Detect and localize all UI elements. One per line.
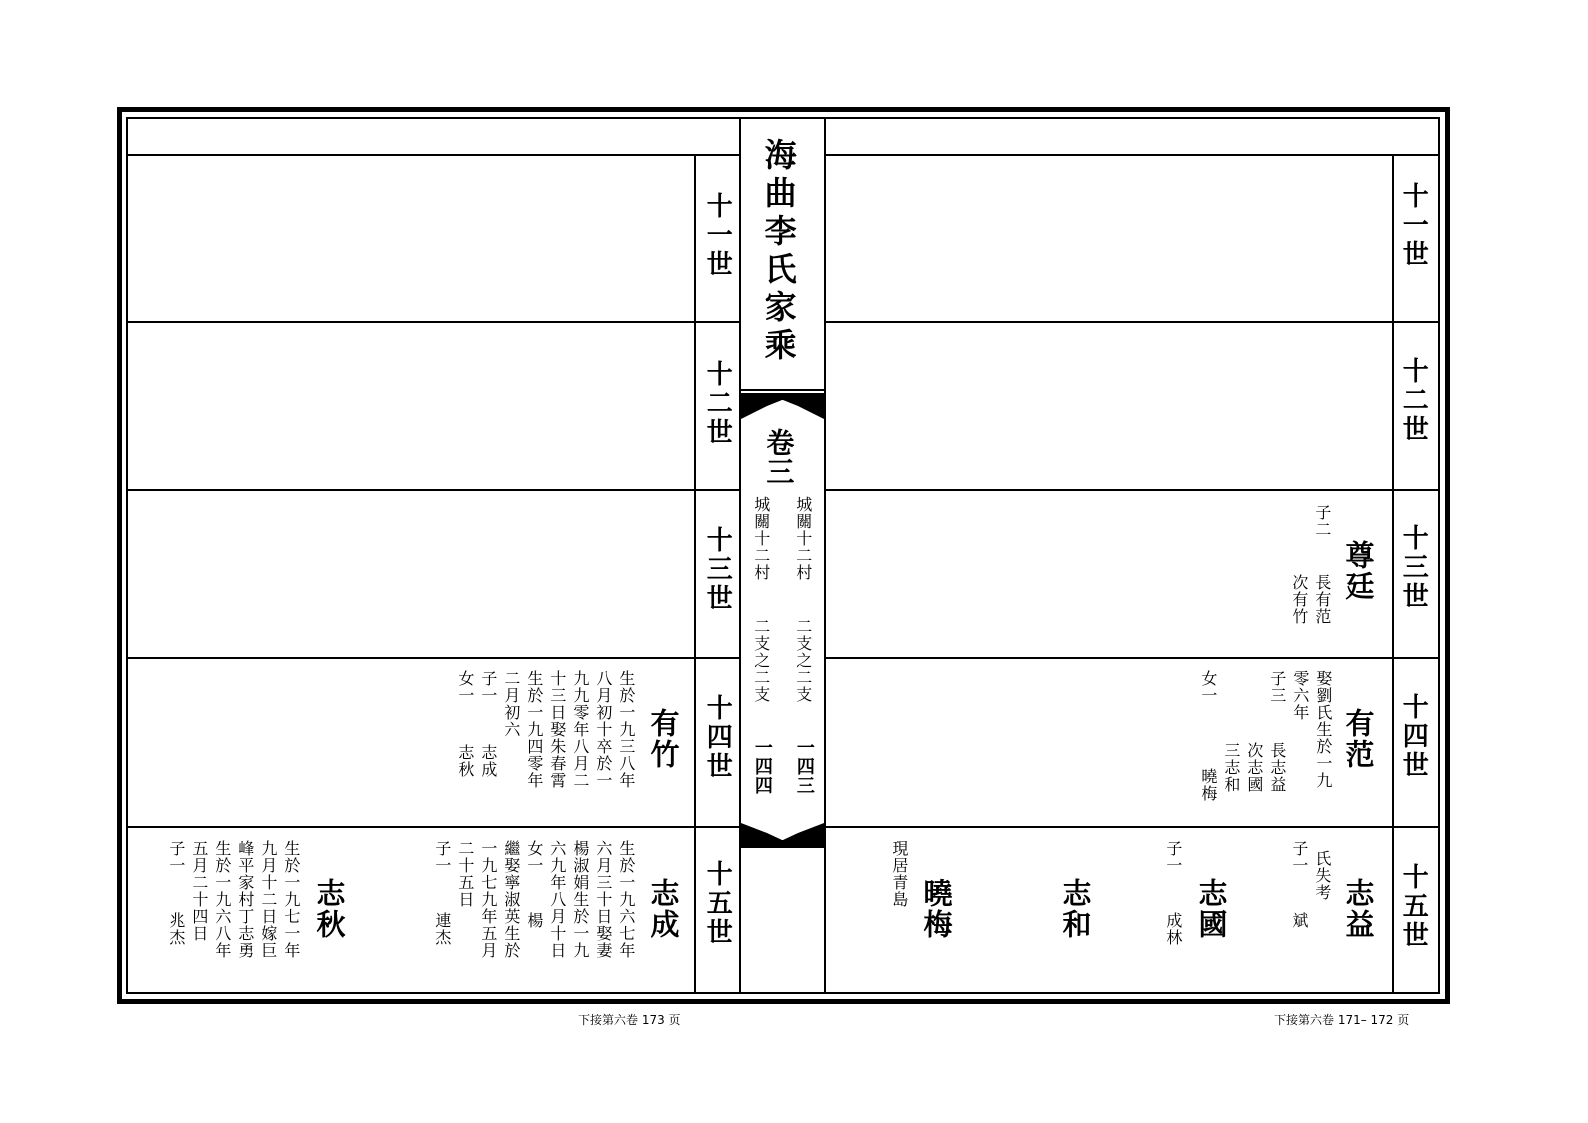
zunting-sons-count: 子二 <box>1312 504 1332 538</box>
gen-label-15-right: 十五世 <box>1398 863 1429 950</box>
gen-label-15-left: 十五世 <box>702 860 733 947</box>
right-header-line <box>824 154 1440 156</box>
gen-label-14-right: 十四世 <box>1398 693 1429 780</box>
gen-label-14-left: 十四世 <box>702 694 733 781</box>
zhicheng-bio-line: 楊淑娟生於一九 <box>570 840 590 959</box>
left-row-line <box>126 657 740 659</box>
spine-top-ornament <box>741 393 824 419</box>
zhiqiu-sons-count: 子一 <box>166 840 186 874</box>
spine-bottom-ornament <box>741 823 824 848</box>
spine-left-line <box>739 117 741 994</box>
zhiqiu-bio-line: 峰平家村丁志勇 <box>235 840 255 959</box>
youzhu-bio-line: 生於一九三八年 <box>616 670 636 789</box>
zhicheng-bio-line: 生於一九六七年 <box>616 840 636 959</box>
zhiyi-note: 氏失考 <box>1312 850 1332 901</box>
zhicheng-bio-line: 一九七九年五月 <box>478 840 498 959</box>
zhiguo-son: 成林 <box>1163 912 1183 946</box>
zhiyi-sons-count: 子一 <box>1289 840 1309 874</box>
page-number-right: 一四三 <box>793 738 815 795</box>
person-name-youfan: 有范 <box>1341 708 1376 770</box>
zhicheng-bio-line: 繼娶寧淑英生於 <box>501 840 521 959</box>
youzhu-bio-line: 生於一九四零年 <box>524 670 544 789</box>
youzhu-bio-line: 九九零年八月二 <box>570 670 590 789</box>
left-header-line <box>126 154 740 156</box>
zhicheng-bio-line: 六月三十日娶妻 <box>593 840 613 959</box>
gen-label-13-left: 十三世 <box>702 526 733 613</box>
gen-label-11-left: 十一世 <box>702 192 733 279</box>
youfan-daughter-name: 曉梅 <box>1198 768 1218 802</box>
person-name-xiaomei: 曉梅 <box>919 878 954 940</box>
youfan-daughter-count: 女一 <box>1198 670 1218 704</box>
zhiqiu-bio-line: 生於一九六八年 <box>212 840 232 959</box>
gen-label-13-right: 十三世 <box>1398 524 1429 611</box>
right-gen-column-line <box>1392 154 1394 994</box>
zunting-son-2: 次有竹 <box>1289 574 1309 625</box>
zhicheng-daughter-count: 女一 <box>524 840 544 874</box>
spine-location-left: 城關十二村 <box>751 496 771 581</box>
person-name-zhiguo: 志國 <box>1194 878 1229 940</box>
zhiqiu-bio-line: 生於一九七一年 <box>281 840 301 959</box>
person-name-zunting: 尊廷 <box>1341 540 1376 602</box>
right-row-line <box>824 657 1440 659</box>
youzhu-bio-line: 十三日娶朱春霄 <box>547 670 567 789</box>
youfan-sons-count: 子三 <box>1267 670 1287 704</box>
youfan-bio-1: 娶劉氏生於一九 <box>1313 670 1333 789</box>
youzhu-bio-line: 八月初十卒於一 <box>593 670 613 789</box>
left-row-line <box>126 321 740 323</box>
spine-branch-right: 二支之二支 <box>793 618 813 703</box>
zhicheng-sons-count: 子一 <box>432 840 452 874</box>
left-row-line <box>126 826 740 828</box>
footer-right: 下接第六卷 171– 172 页 <box>1274 1013 1410 1027</box>
book-title: 海曲李氏家乘 <box>759 138 798 366</box>
spine-branch-left: 二支之二支 <box>751 618 771 703</box>
youzhu-daughter-name: 志秋 <box>455 744 475 778</box>
spine-divider <box>739 389 826 391</box>
gen-label-12-right: 十二世 <box>1398 357 1429 444</box>
gen-label-12-left: 十二世 <box>702 360 733 447</box>
zhicheng-son: 連杰 <box>432 912 452 946</box>
right-row-line <box>824 321 1440 323</box>
zhicheng-bio-line: 二十五日 <box>455 840 475 908</box>
right-row-line <box>824 826 1440 828</box>
person-name-zhicheng: 志成 <box>646 878 681 940</box>
youzhu-sons-count: 子一 <box>478 670 498 704</box>
left-gen-column-line <box>694 154 696 994</box>
youfan-son-1: 長志益 <box>1267 742 1287 793</box>
youfan-son-3: 三志和 <box>1221 742 1241 793</box>
youzhu-son: 志成 <box>478 744 498 778</box>
gen-label-11-right: 十一世 <box>1398 182 1429 269</box>
zhiyi-son: 斌 <box>1289 912 1309 929</box>
youfan-son-2: 次志國 <box>1244 742 1264 793</box>
spine-location-right: 城關十二村 <box>793 496 813 581</box>
zhicheng-daughter-name: 楊 <box>524 912 544 929</box>
person-name-zhiqiu: 志秋 <box>312 878 347 940</box>
youzhu-daughter-count: 女一 <box>455 670 475 704</box>
volume-label: 卷三 <box>762 428 796 486</box>
right-row-line <box>824 489 1440 491</box>
zhiguo-sons-count: 子一 <box>1163 840 1183 874</box>
footer-left: 下接第六卷 173 页 <box>578 1013 681 1027</box>
zhicheng-bio-line: 六九年八月十日 <box>547 840 567 959</box>
page-number-left: 一四四 <box>751 738 773 795</box>
zhiqiu-bio-line: 九月十二日嫁巨 <box>258 840 278 959</box>
person-name-youzhu: 有竹 <box>646 708 681 770</box>
person-name-zhihe: 志和 <box>1058 878 1093 940</box>
spine-right-line <box>824 117 826 994</box>
xiaomei-residence: 現居青島 <box>889 840 909 908</box>
zunting-son-1: 長有范 <box>1312 574 1332 625</box>
youzhu-bio-line: 二月初六 <box>501 670 521 738</box>
zhiqiu-son: 兆杰 <box>166 912 186 946</box>
person-name-zhiyi: 志益 <box>1341 878 1376 940</box>
left-row-line <box>126 489 740 491</box>
zhiqiu-bio-line: 五月二十四日 <box>189 840 209 942</box>
youfan-bio-2: 零六年 <box>1290 670 1310 721</box>
